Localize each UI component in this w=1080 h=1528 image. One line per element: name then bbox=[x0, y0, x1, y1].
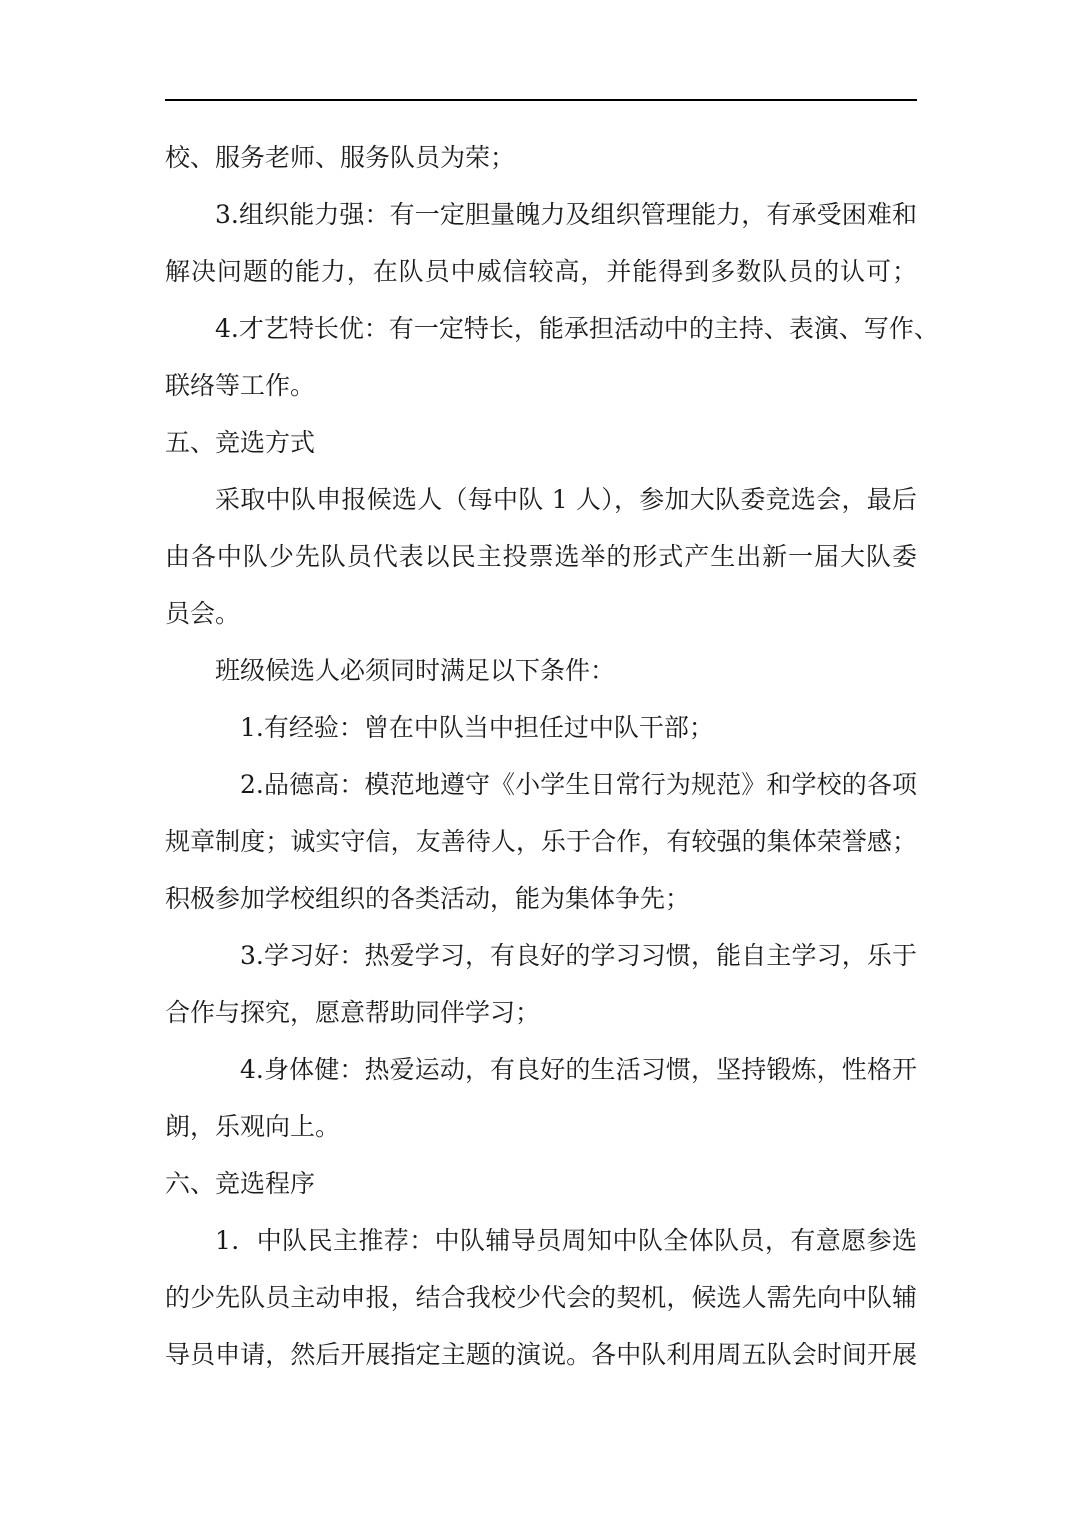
text-line: 1．中队民主推荐：中队辅导员周知中队全体队员，有意愿参选 bbox=[215, 1226, 917, 1255]
text-line: 班级候选人必须同时满足以下条件： bbox=[215, 656, 616, 685]
text-line: 导员申请，然后开展指定主题的演说。各中队利用周五队会时间开展 bbox=[165, 1340, 917, 1369]
text-line: 朗，乐观向上。 bbox=[165, 1112, 341, 1141]
text-line: 解决问题的能力，在队员中威信较高，并能得到多数队员的认可； bbox=[165, 257, 917, 286]
text-line: 采取中队申报候选人（每中队 1 人），参加大队委竞选会，最后 bbox=[215, 485, 917, 514]
text-line: 1.有经验：曾在中队当中担任过中队干部； bbox=[240, 713, 714, 742]
text-line: 3.学习好：热爱学习，有良好的学习习惯，能自主学习，乐于 bbox=[240, 941, 917, 970]
section-heading: 五、竞选方式 bbox=[165, 428, 316, 457]
text-line: 4.才艺特长优：有一定特长，能承担活动中的主持、表演、写作、 bbox=[215, 314, 939, 343]
text-line: 4.身体健：热爱运动，有良好的生活习惯，坚持锻炼，性格开 bbox=[240, 1055, 917, 1084]
text-line: 校、服务老师、服务队员为荣； bbox=[165, 143, 516, 172]
section-heading: 六、竞选程序 bbox=[165, 1169, 316, 1198]
text-line: 规章制度；诚实守信，友善待人，乐于合作，有较强的集体荣誉感； bbox=[165, 827, 917, 856]
text-line: 由各中队少先队员代表以民主投票选举的形式产生出新一届大队委 bbox=[165, 542, 917, 571]
text-line: 员会。 bbox=[165, 599, 241, 628]
text-line: 的少先队员主动申报，结合我校少代会的契机，候选人需先向中队辅 bbox=[165, 1283, 917, 1312]
text-line: 合作与探究，愿意帮助同伴学习； bbox=[165, 998, 541, 1027]
text-line: 2.品德高：模范地遵守《小学生日常行为规范》和学校的各项 bbox=[240, 770, 917, 799]
text-line: 联络等工作。 bbox=[165, 371, 316, 400]
text-line: 积极参加学校组织的各类活动，能为集体争先； bbox=[165, 884, 691, 913]
text-line: 3.组织能力强：有一定胆量魄力及组织管理能力，有承受困难和 bbox=[215, 200, 917, 229]
header-rule bbox=[165, 99, 917, 101]
